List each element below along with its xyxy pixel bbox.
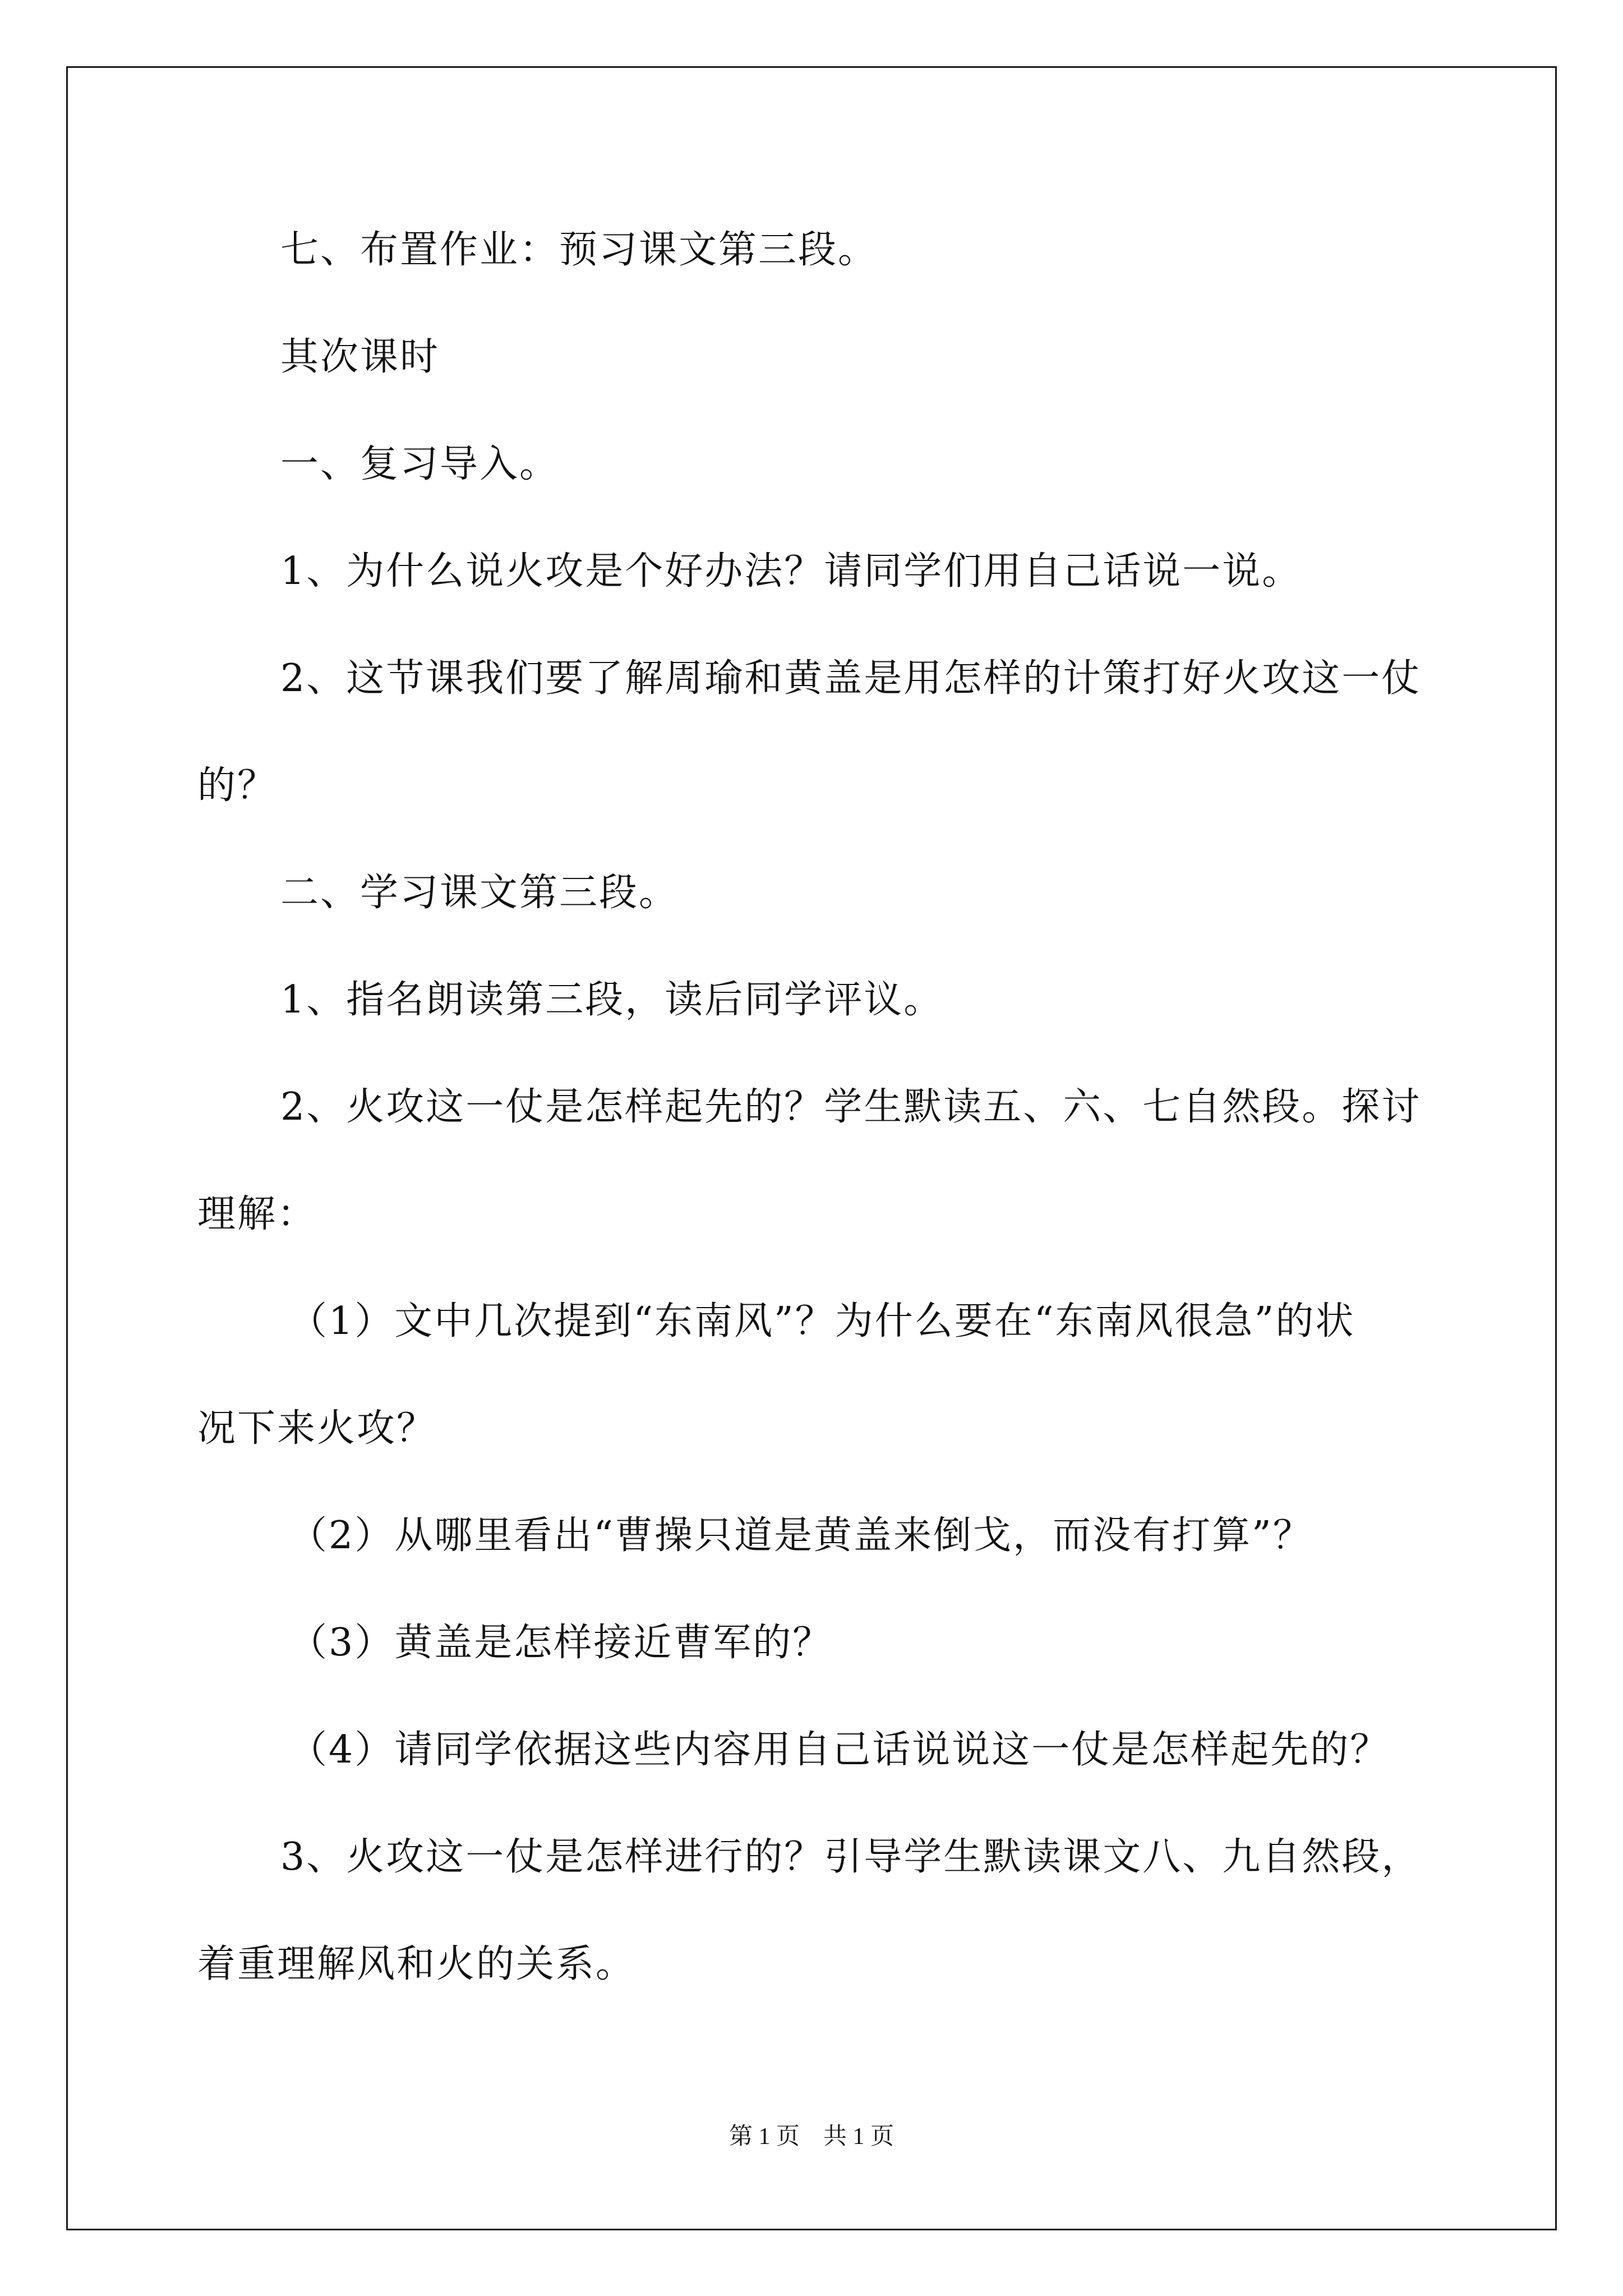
- text-line: 二、学习课文第三段。: [280, 871, 679, 915]
- text-line: （3）黄盖是怎样接近曹军的？: [289, 1621, 833, 1665]
- text-line: （1）文中几次提到“东南风”？为什么要在“东南风很急”的状: [289, 1299, 1355, 1343]
- text-line: 其次课时: [280, 335, 440, 379]
- text-line: 着重理解风和火的关系。: [197, 1942, 636, 1986]
- text-line: （4）请同学依据这些内容用自己话说说这一仗是怎样起先的？: [289, 1728, 1390, 1772]
- text-line: 2、火攻这一仗是怎样起先的？学生默读五、六、七自然段。探讨: [280, 1085, 1422, 1129]
- text-line: 3、火攻这一仗是怎样进行的？引导学生默读课文八、九自然段，: [280, 1835, 1422, 1879]
- text-line: 的？: [197, 763, 278, 808]
- text-line: 1、指名朗读第三段，读后同学评议。: [280, 978, 944, 1022]
- text-line: 1、为什么说火攻是个好办法？请同学们用自己话说一说。: [280, 549, 1302, 593]
- text-line: 一、复习导入。: [280, 442, 560, 486]
- page-number-footer: 第 1 页 共 1 页: [728, 2124, 894, 2150]
- text-line: 况下来火攻？: [197, 1406, 437, 1451]
- text-line: 2、这节课我们要了解周瑜和黄盖是用怎样的计策打好火攻这一仗: [280, 656, 1422, 701]
- text-line: 理解：: [197, 1192, 317, 1236]
- text-line: （2）从哪里看出“曹操只道是黄盖来倒戈，而没有打算”？: [289, 1513, 1313, 1558]
- text-line: 七、布置作业：预习课文第三段。: [280, 228, 878, 272]
